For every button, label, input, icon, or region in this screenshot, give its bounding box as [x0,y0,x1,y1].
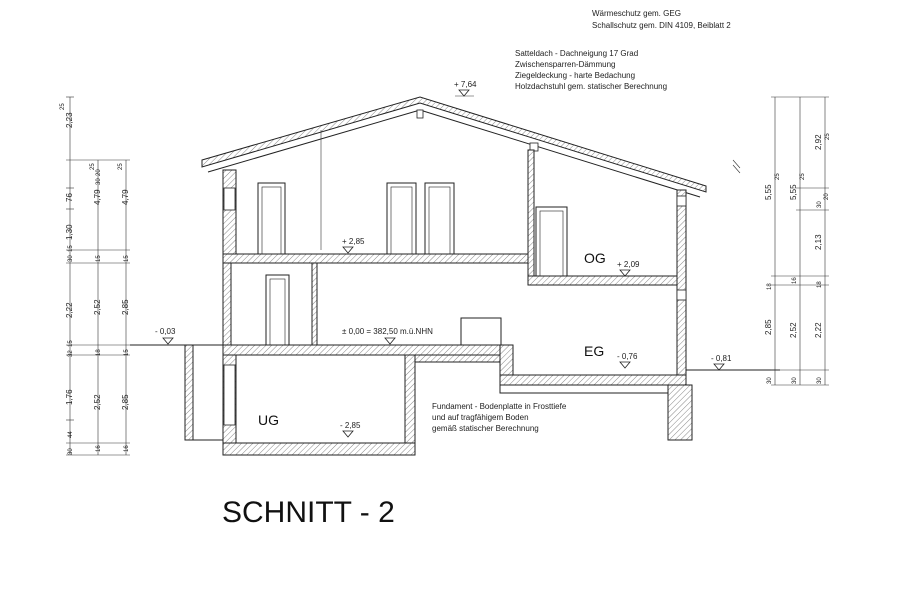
dim-right-292: 2,92 [814,134,823,150]
room-label-eg: EG [584,343,605,359]
level-zero: ± 0,00 = 382,50 m.ü.NHN [342,327,433,336]
dim-right-213: 2,13 [814,234,823,250]
left-wall-upper [223,170,236,260]
svg-text:32: 32 [68,350,74,357]
dim-right-555b: 5,55 [789,184,798,200]
svg-text:25: 25 [90,163,96,170]
dim-left-176: 1,76 [65,389,74,405]
svg-text:25: 25 [775,173,781,180]
svg-text:20: 20 [96,169,102,176]
dim-left-76: 76 [65,193,74,202]
note-sound-protection: Schallschutz gem. DIN 4109, Beiblatt 2 [592,21,731,30]
note-foundation-3: gemäß statischer Berechnung [432,424,539,433]
svg-text:25: 25 [118,163,124,170]
svg-text:15: 15 [68,245,74,252]
roof-covering [202,97,706,192]
level-ug-floor: - 2,85 [340,421,361,430]
level-ridge: + 7,64 [454,80,477,89]
level-ground-left: - 0,03 [155,327,176,336]
dim-left-130: 1,30 [65,224,74,240]
counter [461,318,501,345]
light-well-wall [185,345,193,440]
svg-text:18: 18 [767,283,773,290]
note-roof-tiles: Ziegeldeckung - harte Bedachung [515,71,636,80]
drawing-title: SCHNITT - 2 [222,496,395,529]
svg-text:15: 15 [124,349,130,356]
svg-text:25: 25 [60,103,66,110]
svg-text:15: 15 [124,255,130,262]
window-right-eg [677,290,686,300]
dim-left-222: 2,22 [65,302,74,318]
note-heat-protection: Wärmeschutz gem. GEG [592,9,681,18]
note-roof-structure: Holzdachstuhl gem. statischer Berechnung [515,82,668,91]
svg-text:30: 30 [817,201,823,208]
dim-right-222: 2,22 [814,322,823,338]
left-wall-middle [223,260,231,355]
rafter-right [420,110,700,197]
svg-text:30: 30 [68,448,74,455]
eg-slab-left [223,345,513,355]
door-og-3 [425,183,454,254]
dim-right-555a: 5,55 [764,184,773,200]
svg-text:15: 15 [96,255,102,262]
dim-left-479b: 4,79 [121,189,130,205]
mid-wall-upper [528,150,534,285]
foundation-footing [668,385,692,440]
dim-left-252a: 2,52 [93,299,102,315]
svg-text:16: 16 [124,445,130,452]
svg-text:16: 16 [792,277,798,284]
foundation-notes [432,402,567,433]
note-foundation-1: Fundament - Bodenplatte in Frosttiefe [432,402,567,411]
door-og-4 [536,207,567,276]
svg-text:30: 30 [817,377,823,384]
dim-right-285: 2,85 [764,319,773,335]
svg-text:30: 30 [792,377,798,384]
ridge-level-marker [454,80,477,96]
svg-text:16: 16 [96,445,102,452]
svg-text:25: 25 [825,133,831,140]
og-slab-right [528,276,684,285]
roof-notes [515,49,667,91]
rafter-left [208,110,420,172]
note-roof-insulation: Zwischensparren-Dämmung [515,60,616,69]
right-exterior-wall [677,190,686,385]
note-roof-type: Satteldach - Dachneigung 17 Grad [515,49,639,58]
ridge-purlin [417,110,423,118]
door-og-2 [387,183,416,254]
og-slab-left [223,254,531,263]
room-label-og: OG [584,250,606,266]
svg-text:30: 30 [96,178,102,185]
window-right-og [677,196,686,206]
dim-right-252: 2,52 [789,322,798,338]
svg-text:18: 18 [96,349,102,356]
svg-text:20: 20 [824,193,830,200]
svg-text:44: 44 [68,431,74,438]
level-eg-floor: - 0,76 [617,352,638,361]
dim-left-285b: 2,85 [121,394,130,410]
openings [224,183,686,425]
dim-left-roof: 2,23 [65,112,74,128]
svg-text:18: 18 [817,281,823,288]
level-ground-right: - 0,81 [711,354,732,363]
eg-slab-right [500,375,686,385]
svg-text:25: 25 [800,173,806,180]
dim-left-285a: 2,85 [121,299,130,315]
partition-wall [312,263,317,345]
basement-wall-right [405,355,415,455]
svg-text:15: 15 [68,340,74,347]
window-basement [224,365,235,425]
dimensions-right [764,97,831,385]
basement-floor [223,443,415,455]
svg-text:30: 30 [767,377,773,384]
level-og-floor-right: + 2,09 [617,260,640,269]
dimensions-left [60,97,130,455]
dim-left-479: 4,79 [93,189,102,205]
foundation-slab-step [415,355,500,362]
dim-left-252b: 2,52 [93,394,102,410]
svg-text:30: 30 [68,255,74,262]
eg-step [500,345,513,375]
window-left-og [224,188,235,210]
note-foundation-2: und auf tragfähigem Boden [432,413,529,422]
level-og-floor: + 2,85 [342,237,365,246]
door-eg [266,275,289,345]
protection-notes [592,9,731,30]
room-label-ug: UG [258,412,279,428]
